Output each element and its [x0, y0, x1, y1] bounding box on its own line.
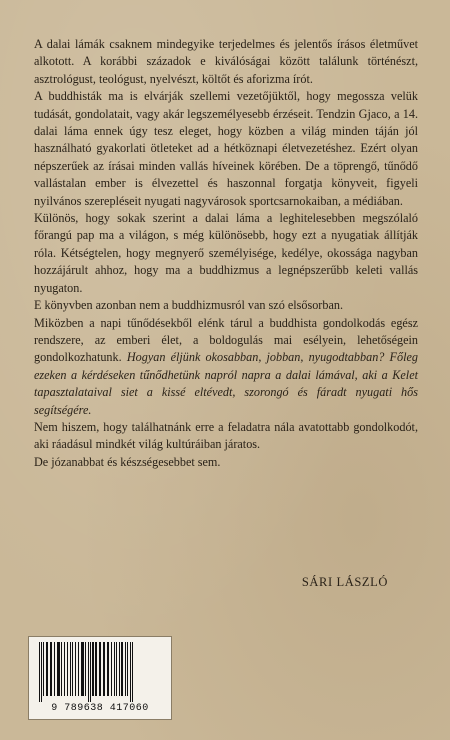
barcode-bar [78, 642, 79, 696]
barcode-bar [90, 642, 91, 702]
barcode-bar [114, 642, 115, 696]
barcode-bar [103, 642, 105, 696]
barcode-bar [67, 642, 68, 696]
paragraph-3: Különös, hogy sokak szerint a dalai láma a leghitelesebben megszólaló főrangú pap ma a világon, s még különösebb, hogy ezt a nyugatiak állítják róla. Kétségtelen, hogy megnyerő személyisége, kedélye, okossága nagyban hozzájárult ahhoz, hogy ma a buddhizmus a legnépszerűbb keleti vallás nyugaton. [34, 211, 418, 295]
barcode-bar [50, 642, 52, 696]
barcode-bar [99, 642, 101, 696]
barcode-bar [132, 642, 133, 702]
barcode-bar [92, 642, 94, 696]
barcode-bar [116, 642, 117, 696]
paragraph-5-italic: Hogyan éljünk okosabban, jobban, nyugodtabban? Főleg ezeken a kérdéseken tűnődhetünk napról napra a dalai lámával, aki a Kelet tapasztalataival siet a kissé eltévedt, szorongó és fáradt nyugati hős segítségére. [34, 350, 418, 417]
barcode-bar [85, 642, 86, 696]
barcode-bar [107, 642, 109, 696]
barcode-bar [125, 642, 126, 696]
barcode-bar [41, 642, 42, 702]
paragraph-1: A dalai lámák csaknem mindegyike terjedelmes és jelentős írásos életművet alkotott. A korábbi századok e kiválóságai között találunk történészt, asztrológust, teológust, nyelvészt, költőt és aforizma írót. [34, 37, 418, 86]
barcode-bar [127, 642, 128, 696]
barcode-bar [111, 642, 112, 696]
paragraph-5 [34, 315, 418, 419]
paragraph-7: De józanabbat és készségesebbet sem. [34, 454, 221, 469]
paragraph-4: E könyvben azonban nem a buddhizmusról van szó elsősorban. [34, 298, 344, 313]
barcode-bar [46, 642, 48, 696]
barcode-bar [43, 642, 44, 696]
barcode-bar [88, 642, 89, 702]
barcode-bar [57, 642, 60, 696]
author-signature: SÁRI LÁSZLÓ [301, 575, 388, 589]
barcode-bar [39, 642, 40, 702]
barcode-bar [119, 642, 120, 696]
barcode-bar [54, 642, 55, 696]
barcode-bar [72, 642, 73, 696]
barcode [28, 636, 172, 720]
barcode-bar [75, 642, 76, 696]
barcode-bar [121, 642, 123, 696]
barcode-bar [64, 642, 65, 696]
barcode-bar [95, 642, 97, 696]
isbn-number: 9 789638 417060 [51, 703, 149, 714]
barcode-bar [130, 642, 131, 702]
barcode-bar [81, 642, 84, 696]
paragraph-2: A buddhisták ma is elvárják szellemi vezetőjüktől, hogy megossza velük tudását, gondolatait, vagy akár legszemélyesebb érzéseit. Tendzin Gjaco, a 14. dalai láma ennek úgy tesz eleget, hogy közben a világ minden táján jól használható gyakorlati ötleteket ad a hétköznapi életvezetéshez. Ezért olyan népszerűek az írásai minden vallás híveinek körében. De a töprengő, tűnődő vallástalan ember is élvezettel és haszonnal forgatja könyveit, figyeli nyilvános szerepléseit nyugati nagyvárosok sportcsarnokaiban, a médiában. [34, 89, 418, 208]
blurb-text [34, 36, 418, 471]
paragraph-6: Nem hiszem, hogy találhatnánk erre a feladatra nála avatottabb gondolkodót, aki ráadásul mindkét világ kultúráiban járatos. [34, 419, 418, 452]
paragraph-5-text: Miközben a napi tűnődésekből elénk tárul a buddhista gondolkodás egész rendszere, az emberi élet, a boldogulás mai esélyein, lehetőségein gondolkozhatunk. [34, 315, 418, 365]
barcode-bar [61, 642, 62, 696]
barcode-bars [37, 642, 163, 702]
barcode-bar [70, 642, 71, 696]
